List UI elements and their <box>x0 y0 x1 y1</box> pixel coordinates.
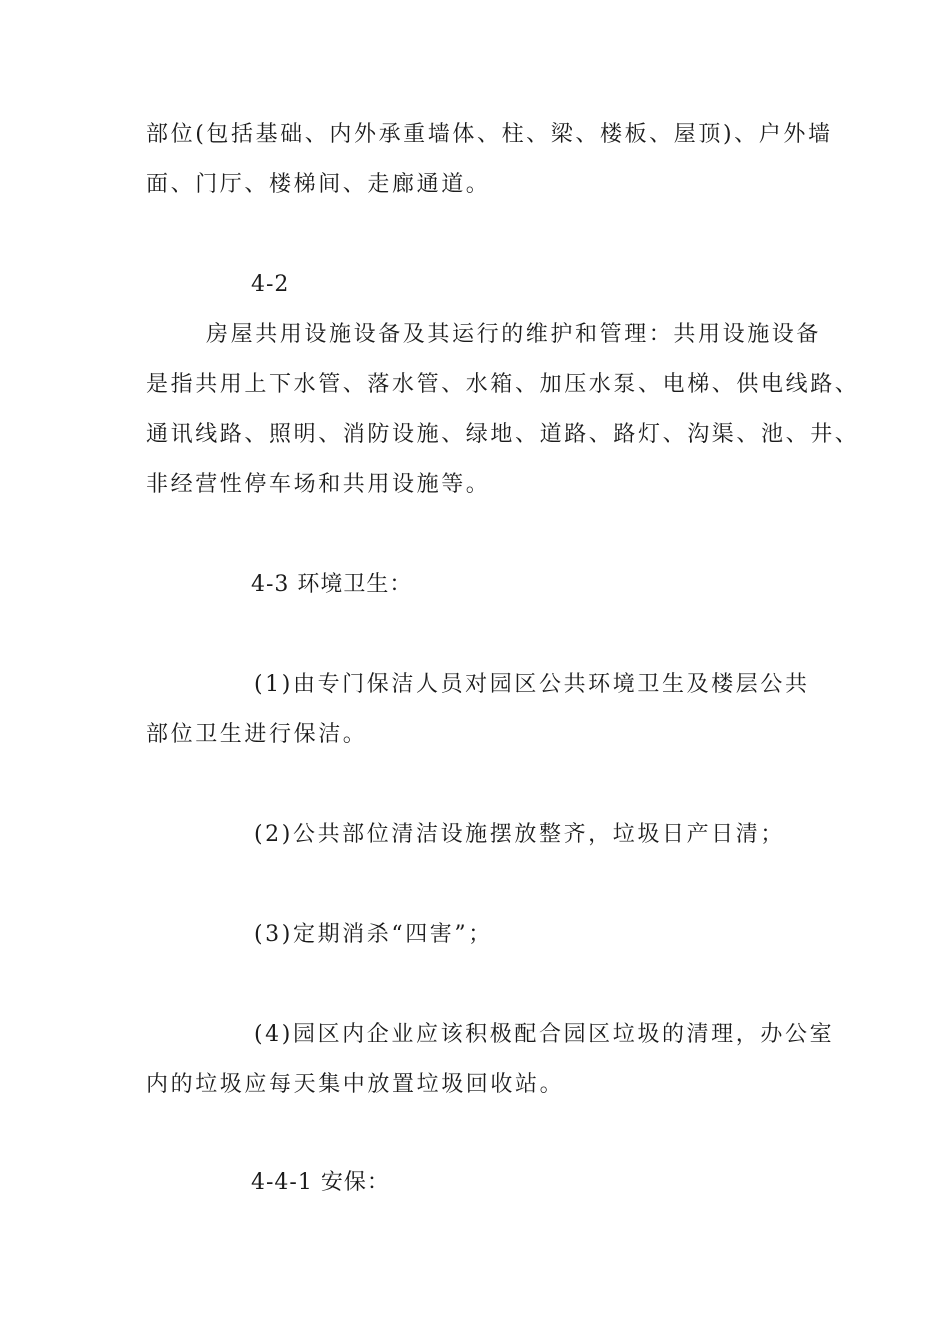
text-line: 通讯线路、照明、消防设施、绿地、道路、路灯、沟渠、池、井、 <box>146 422 860 447</box>
list-item-4 <box>146 1010 835 1110</box>
text-line: 是指共用上下水管、落水管、水箱、加压水泵、电梯、供电线路、 <box>146 372 860 397</box>
text-line: 面、门厅、楼梯间、走廊通道。 <box>146 172 491 197</box>
text-line: 房屋共用设施设备及其运行的维护和管理：共用设施设备 <box>206 322 822 347</box>
text-line: 非经营性停车场和共用设施等。 <box>146 472 491 497</box>
paragraph-common-parts <box>146 110 833 210</box>
list-item-2 <box>146 810 811 860</box>
section-heading-4-4-1: 4-4-1 安保： <box>251 1170 390 1195</box>
section-heading-4-3: 4-3 环境卫生： <box>251 572 413 597</box>
list-item-3 <box>146 910 811 960</box>
text-line: (4)园区内企业应该积极配合园区垃圾的清理，办公室 <box>254 1022 835 1047</box>
text-line: 部位(包括基础、内外承重墙体、柱、梁、楼板、屋顶)、户外墙 <box>146 122 833 147</box>
text-line: (3)定期消杀“四害”； <box>254 922 493 947</box>
text-line: (1)由专门保洁人员对园区公共环境卫生及楼层公共 <box>254 672 810 697</box>
text-line: (2)公共部位清洁设施摆放整齐，垃圾日产日清； <box>254 822 785 847</box>
text-line: 部位卫生进行保洁。 <box>146 722 368 747</box>
paragraph-shared-facilities <box>146 310 860 510</box>
list-item-1 <box>146 660 811 760</box>
text-line: 内的垃圾应每天集中放置垃圾回收站。 <box>146 1072 565 1097</box>
section-heading-4-2: 4-2 <box>251 272 290 297</box>
